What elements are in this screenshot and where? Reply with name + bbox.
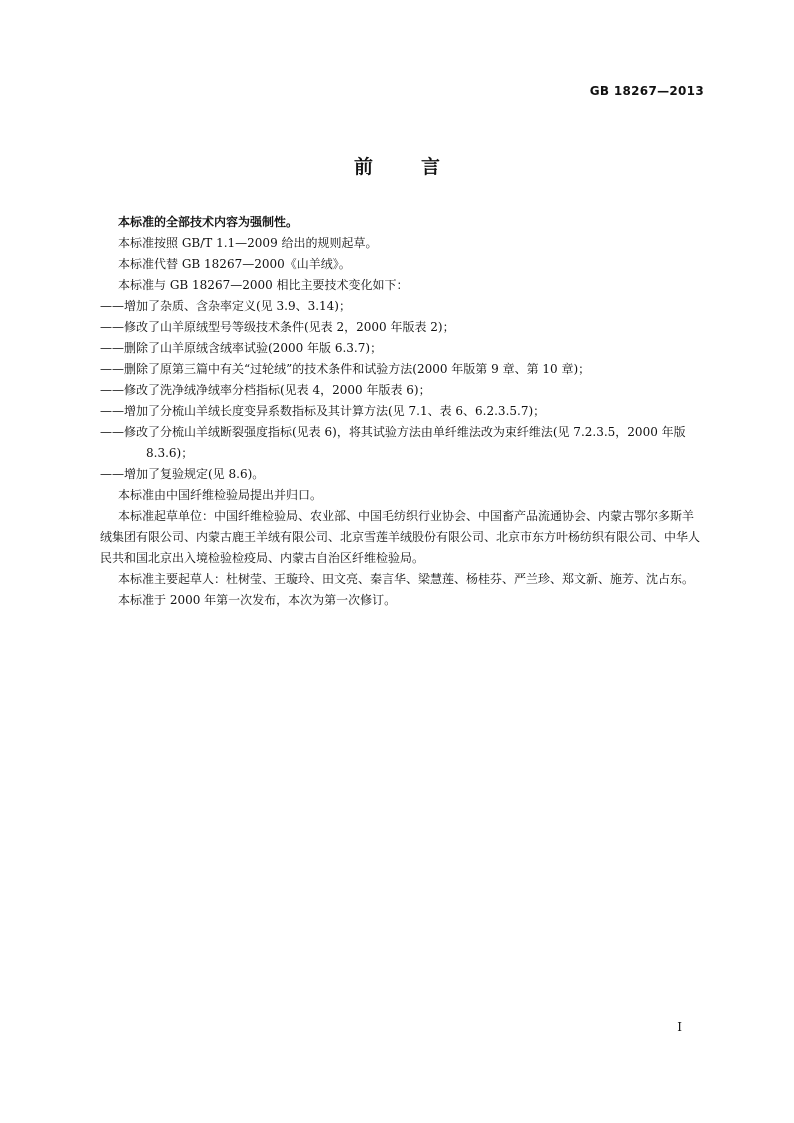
drafters-text: 本标准主要起草人：杜树莹、王璇玲、田文亮、秦言华、梁慧莲、杨桂芬、严兰珍、郑文新、施芳、沈占东。	[118, 572, 695, 586]
standard-code: GB 18267—2013	[589, 84, 704, 98]
history-statement: 本标准于 2000 年第一次发布，本次为第一次修订。	[118, 593, 397, 607]
change-item: ——删除了山羊原绒含绒率试验(2000 年版 6.3.7)；	[100, 341, 383, 355]
drafters-statement	[100, 569, 700, 590]
change-item: ——增加了杂质、含杂率定义(见 3.9、3.14)；	[100, 299, 351, 313]
drafting-units-text: 本标准起草单位：中国纤维检验局、农业部、中国毛纺织行业协会、中国畜产品流通协会、内蒙古鄂尔多斯羊绒集团有限公司、内蒙古鹿王羊绒有限公司、北京雪莲羊绒股份有限公司、北京市东方叶杨纺织有限公司、中华人民共和国北京出入境检验检疫局、内蒙古自治区纤维检验局。	[100, 509, 701, 565]
page-title	[0, 152, 794, 179]
change-item: ——修改了分梳山羊绒断裂强度指标(见表 6)，将其试验方法由单纤维法改为束纤维法(见 7.2.3.5，2000 年版 8.3.6)；	[100, 425, 686, 460]
changes-list	[100, 296, 700, 485]
proposed-by-statement: 本标准由中国纤维检验局提出并归口。	[118, 488, 323, 502]
change-item: ——删除了原第三篇中有关“过轮绒”的技术条件和试验方法(2000 年版第 9 章、第 10 章)；	[100, 362, 591, 376]
title-char-1: 前	[353, 156, 373, 178]
change-item: ——增加了分梳山羊绒长度变异系数指标及其计算方法(见 7.1、表 6、6.2.3.5.7)；	[100, 404, 546, 418]
drafting-units-statement	[100, 506, 700, 569]
changes-intro: 本标准与 GB 18267—2000 相比主要技术变化如下：	[118, 278, 409, 292]
change-item: ——增加了复验规定(见 8.6)。	[100, 467, 265, 481]
change-item: ——修改了山羊原绒型号等级技术条件(见表 2，2000 年版表 2)；	[100, 320, 455, 334]
change-item: ——修改了洗净绒净绒率分档指标(见表 4，2000 年版表 6)；	[100, 383, 431, 397]
page-number: I	[677, 1020, 682, 1034]
title-char-2: 言	[421, 156, 441, 178]
drafting-rule-statement: 本标准按照 GB/T 1.1—2009 给出的规则起草。	[118, 236, 378, 250]
foreword-body	[100, 212, 701, 611]
mandatory-statement: 本标准的全部技术内容为强制性。	[118, 215, 299, 229]
replacement-statement: 本标准代替 GB 18267—2000《山羊绒》。	[118, 257, 351, 271]
